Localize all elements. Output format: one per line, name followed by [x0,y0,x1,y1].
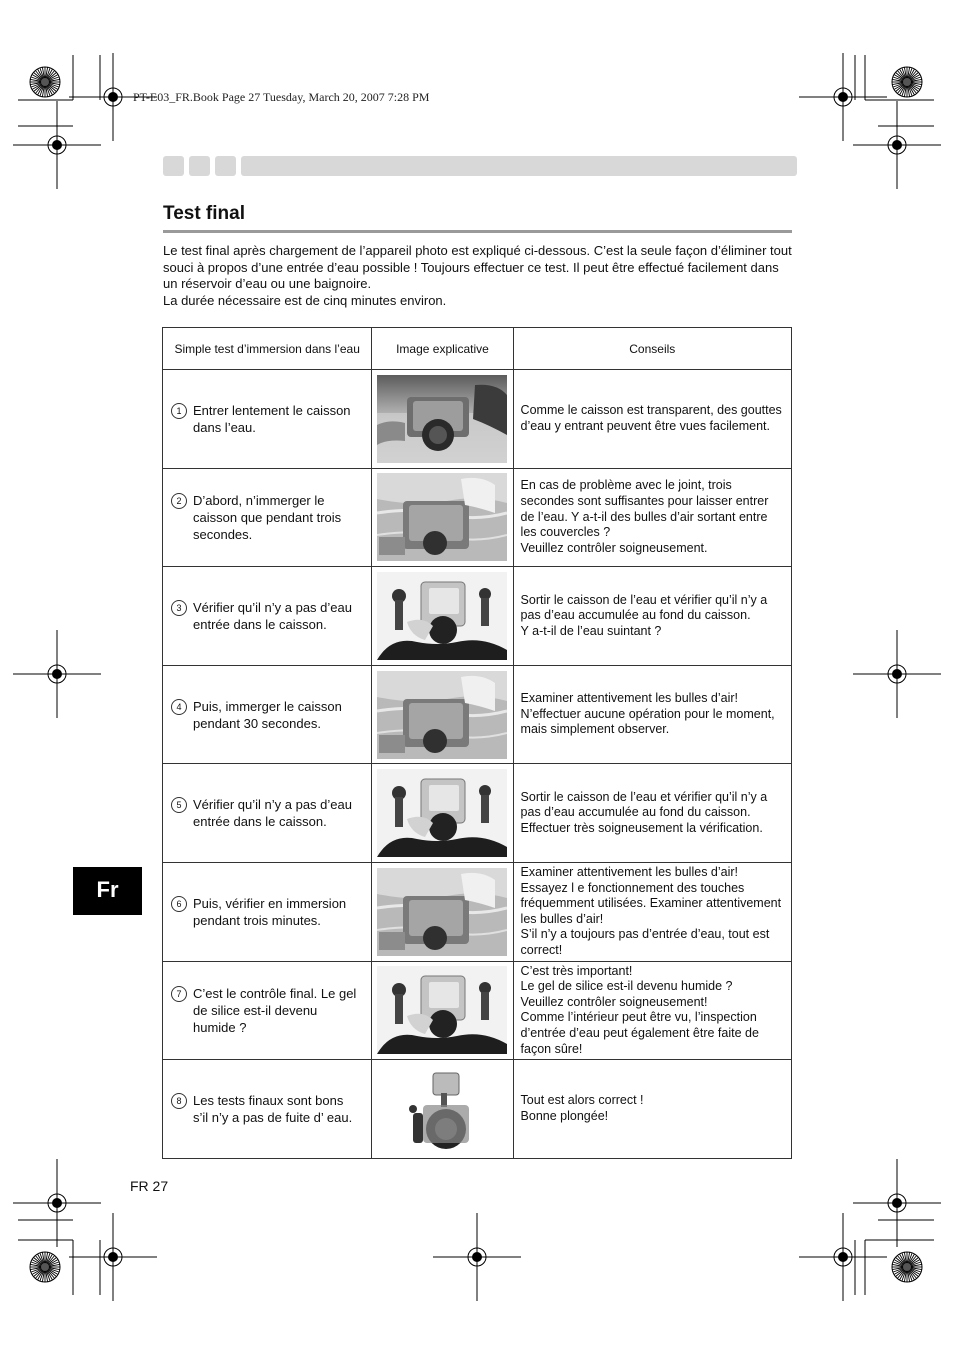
step-number: 5 [171,797,187,813]
image-cell [372,862,513,961]
table-row [163,665,792,764]
housing-inspected-out-of-water-photo [377,769,507,857]
advice-cell [513,1060,791,1159]
step-cell [163,862,372,961]
step-number: 4 [171,699,187,715]
step-number: 8 [171,1093,187,1109]
advice-text: Comme le caisson est transparent, des gouttes d’eau y entrant peuvent être vues facilement. [520,403,782,433]
page-number: FR 27 [130,1178,169,1194]
section-bar-square-3 [215,156,236,176]
advice-cell [513,961,791,1060]
housing-inspected-out-of-water-photo [377,572,507,660]
step-text: Puis, immerger le caisson pendant 30 secondes. [193,698,342,731]
advice-text: Tout est alors correct ! Bonne plongée! [520,1093,644,1123]
step-cell [163,665,372,764]
image-cell [372,1060,513,1159]
intro-duration: La durée nécessaire est de cinq minutes environ. [163,292,447,308]
advice-cell [513,468,791,567]
section-title: Test final [163,203,245,224]
image-cell [372,665,513,764]
advice-text: Examiner attentivement les bulles d’air! N’effectuer aucune opération pour le moment, mais simplement observer. [520,691,775,737]
language-tab: Fr [73,867,142,915]
header-image: Image explicative [372,328,513,370]
title-underline [163,230,792,233]
section-bar-square-1 [163,156,184,176]
table-row [163,862,792,961]
image-cell [372,468,513,567]
step-cell [163,370,372,469]
housing-inspected-out-of-water-photo [377,966,507,1054]
step-text: Entrer lentement le caisson dans l’eau. [193,402,351,435]
step-text: Les tests finaux sont bons s’il n’y a pas de fuite d’ eau. [193,1092,353,1125]
step-text: D’abord, n’immerger le caisson que pendant trois secondes. [193,492,342,542]
print-header-line: PT-E03_FR.Book Page 27 Tuesday, March 20, 2007 7:28 PM [133,90,430,104]
step-cell [163,961,372,1060]
table-row [163,1060,792,1159]
step-number: 7 [171,986,187,1002]
section-bar [241,156,797,176]
advice-cell [513,862,791,961]
section-bar-square-2 [189,156,210,176]
step-text: C’est le contrôle final. Le gel de silice est-il devenu humide ? [193,985,357,1035]
step-text: Puis, vérifier en immersion pendant trois minutes. [193,895,347,928]
step-number: 6 [171,896,187,912]
advice-text: C’est très important! Le gel de silice est-il devenu humide ? Veuillez contrôler soigneusement! Comme l’intérieur peut être vu, l’inspection d’entrée d’eau peut également être faite de façon sûre! [520,963,759,1056]
housing-immersed-in-water-photo [377,671,507,759]
table-row [163,764,792,863]
housing-immersed-in-water-photo [377,473,507,561]
housing-held-over-water-photo [377,375,507,463]
advice-text: Examiner attentivement les bulles d’air! Essayez l e fonctionnement des touches fréquemment utilisées. Examiner attentivement les bulles d’air! S’il n’y a toujours pas d’entrée d’eau, tout est correct! [520,864,782,957]
step-number: 1 [171,403,187,419]
image-cell [372,764,513,863]
table-row [163,567,792,666]
intro-text [163,243,793,309]
immersion-test-table [162,327,792,1159]
advice-cell [513,370,791,469]
step-cell [163,468,372,567]
step-cell [163,567,372,666]
table-row [163,370,792,469]
image-cell [372,370,513,469]
step-text: Vérifier qu’il n’y a pas d’eau entrée dans le caisson. [193,797,352,830]
step-number: 2 [171,493,187,509]
advice-text: Sortir le caisson de l’eau et vérifier qu’il n’y a pas d’eau accumulée au fond du caisson. Effectuer très soigneusement la vérification. [520,789,768,835]
step-cell [163,1060,372,1159]
image-cell [372,961,513,1060]
advice-cell [513,764,791,863]
step-number: 3 [171,600,187,616]
image-cell [372,567,513,666]
advice-text: En cas de problème avec le joint, trois secondes sont suffisantes pour laisser entrer de l’eau. Y a-t-il des bulles d’air sortant entre les couvercles ? Veuillez contrôler soigneusement. [520,478,769,555]
header-test: Simple test d’immersion dans l’eau [163,328,372,370]
step-text: Vérifier qu’il n’y a pas d’eau entrée dans le caisson. [193,599,352,632]
table-row [163,468,792,567]
header-advice: Conseils [513,328,791,370]
housing-with-strobe-front-photo [377,1065,507,1153]
step-cell [163,764,372,863]
housing-immersed-in-water-photo [377,868,507,956]
advice-cell [513,567,791,666]
intro-paragraph: Le test final après chargement de l’appareil photo est expliqué ci-dessous. C’est la seule façon d’éliminer tout souci à propos d’une entrée d’eau possible ! Toujours effectuer ce test. Il peut être effectué facilement dans un réservoir d’eau ou une baignoire. [163,243,792,291]
table-header-row [163,328,792,370]
table-row [163,961,792,1060]
advice-cell [513,665,791,764]
advice-text: Sortir le caisson de l’eau et vérifier qu’il n’y a pas d’eau accumulée au fond du caisson. Y a-t-il de l’eau suintant ? [520,592,768,638]
